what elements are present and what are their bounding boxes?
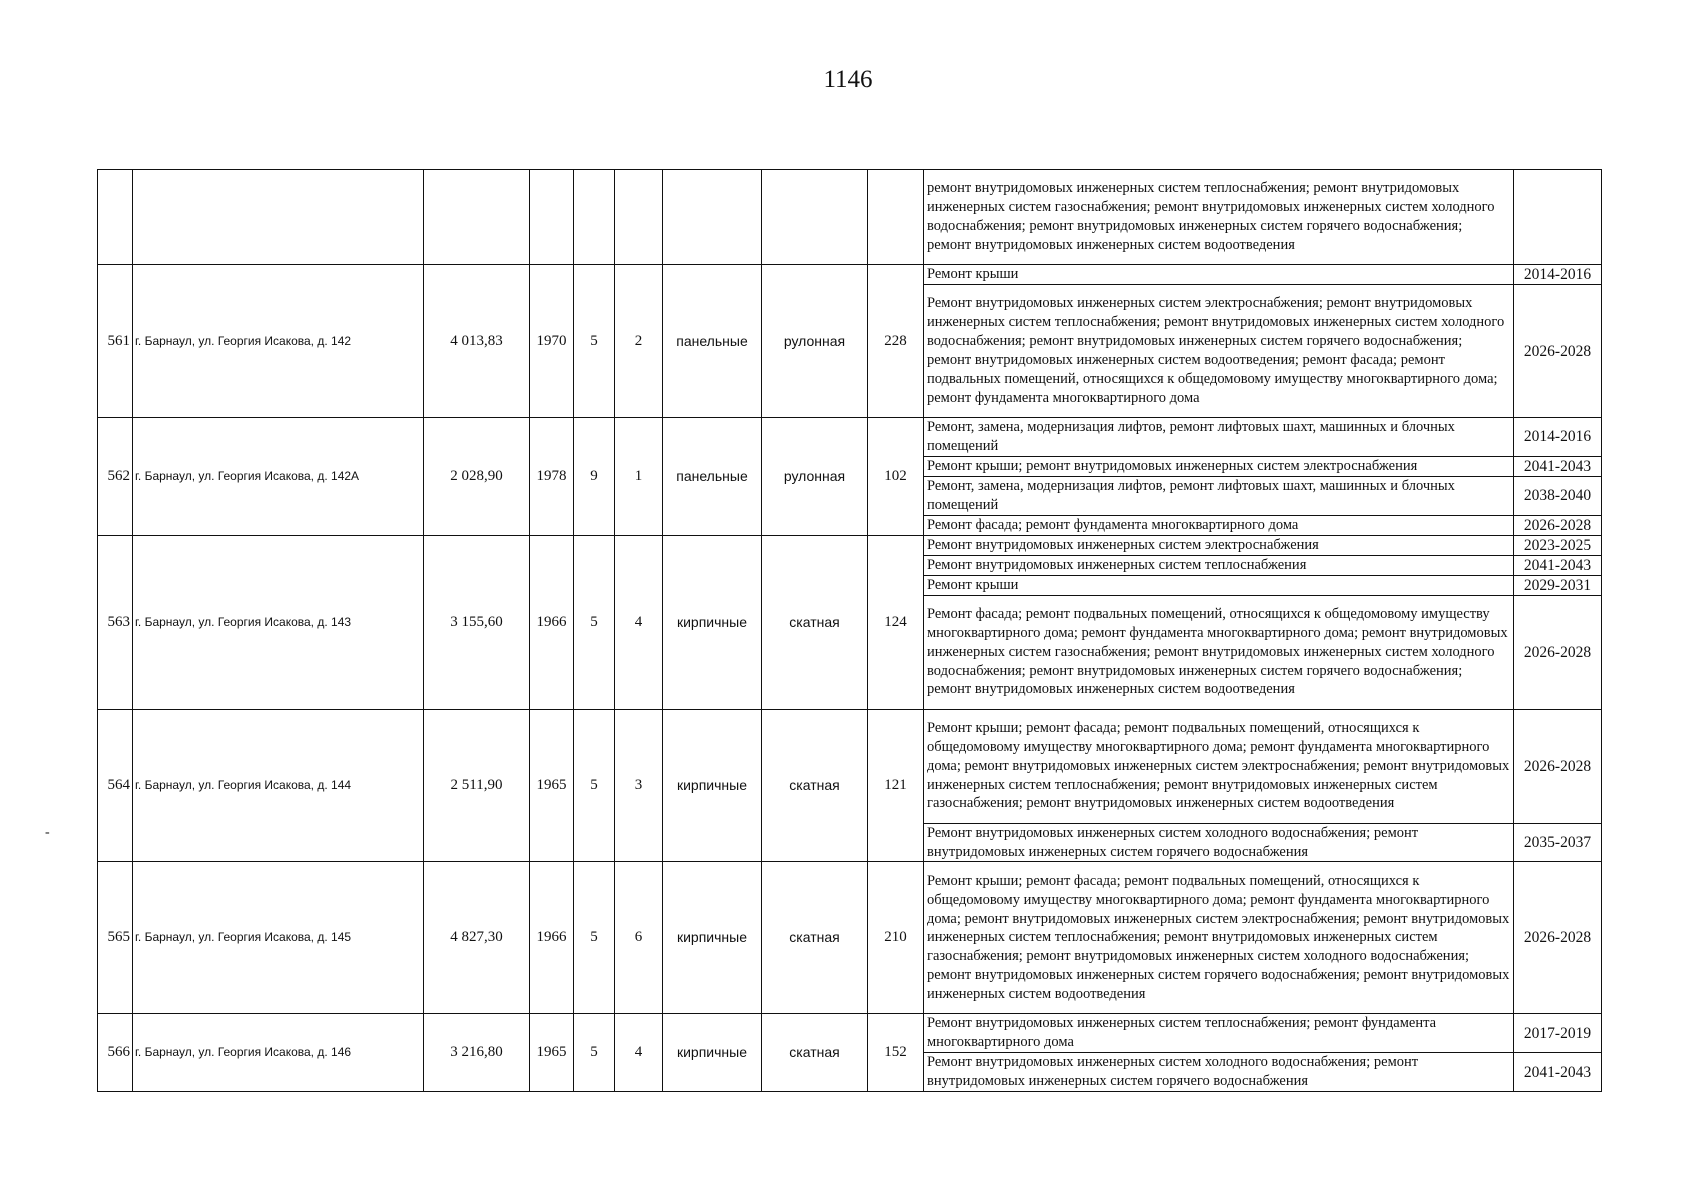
table-row xyxy=(98,265,1602,285)
flats-cell: 228 xyxy=(868,265,924,418)
repair-works-cell: Ремонт крыши; ремонт фасада; ремонт подвальных помещений, относящихся к общедомовому имуществу многоквартирного дома; ремонт фундамента многоквартирного дома; ремонт внутридомовых инженерных систем электроснабжения; ремонт внутридомовых инженерных систем теплоснабжения; ремонт внутридомовых инженерных систем газоснабжения; ремонт внутридомовых инженерных систем холодного водоснабжения; ремонт внутридомовых инженерных систем горячего водоснабжения; ремонт внутридомовых инженерных систем водоотведения xyxy=(924,862,1514,1014)
walls-cell: кирпичные xyxy=(663,862,762,1014)
repair-works-cell: Ремонт внутридомовых инженерных систем теплоснабжения xyxy=(924,555,1514,575)
area-cell: 4 013,83 xyxy=(424,265,530,418)
flats-cell: 152 xyxy=(868,1014,924,1092)
address-cell: г. Барнаул, ул. Георгия Исакова, д. 142А xyxy=(133,418,424,536)
repair-works-cell: Ремонт крыши; ремонт внутридомовых инженерных систем электроснабжения xyxy=(924,456,1514,476)
period-cell: 2017-2019 xyxy=(1514,1014,1602,1053)
repair-works-cell: Ремонт внутридомовых инженерных систем холодного водоснабжения; ремонт внутридомовых инженерных систем горячего водоснабжения xyxy=(924,823,1514,862)
empty-cell xyxy=(574,170,615,265)
empty-cell xyxy=(98,170,133,265)
floors-cell: 9 xyxy=(574,418,615,536)
entrances-cell: 4 xyxy=(615,535,663,709)
repair-works-cell: Ремонт внутридомовых инженерных систем электроснабжения; ремонт внутридомовых инженерных систем теплоснабжения; ремонт внутридомовых инженерных систем холодного водоснабжения; ремонт внутридомовых инженерных систем горячего водоснабжения; ремонт внутридомовых инженерных систем водоотведения; ремонт фасада; ремонт подвальных помещений, относящихся к общедомовому имуществу многоквартирного дома; ремонт фундамента многоквартирного дома xyxy=(924,285,1514,418)
period-cell: 2041-2043 xyxy=(1514,1053,1602,1092)
repair-works-cell: Ремонт фасада; ремонт подвальных помещений, относящихся к общедомовому имуществу многоквартирного дома; ремонт фундамента многоквартирного дома; ремонт внутридомовых инженерных систем газоснабжения; ремонт внутридомовых инженерных систем холодного водоснабжения; ремонт внутридомовых инженерных систем горячего водоснабжения; ремонт внутридомовых инженерных систем водоотведения xyxy=(924,595,1514,709)
repair-works-cell: ремонт внутридомовых инженерных систем теплоснабжения; ремонт внутридомовых инженерных систем газоснабжения; ремонт внутридомовых инженерных систем холодного водоснабжения; ремонт внутридомовых инженерных систем горячего водоснабжения; ремонт внутридомовых инженерных систем водоотведения xyxy=(924,170,1514,265)
period-cell: 2026-2028 xyxy=(1514,285,1602,418)
period-cell: 2023-2025 xyxy=(1514,535,1602,555)
row-number: 565 xyxy=(98,862,133,1014)
year-cell: 1966 xyxy=(530,862,574,1014)
address-cell: г. Барнаул, ул. Георгия Исакова, д. 142 xyxy=(133,265,424,418)
roof-cell: рулонная xyxy=(762,418,868,536)
repair-works-cell: Ремонт внутридомовых инженерных систем теплоснабжения; ремонт фундамента многоквартирного дома xyxy=(924,1014,1514,1053)
floors-cell: 5 xyxy=(574,1014,615,1092)
address-cell: г. Барнаул, ул. Георгия Исакова, д. 145 xyxy=(133,862,424,1014)
walls-cell: кирпичные xyxy=(663,535,762,709)
walls-cell: панельные xyxy=(663,265,762,418)
roof-cell: скатная xyxy=(762,1014,868,1092)
period-cell xyxy=(1514,170,1602,265)
empty-cell xyxy=(762,170,868,265)
entrances-cell: 4 xyxy=(615,1014,663,1092)
year-cell: 1966 xyxy=(530,535,574,709)
row-number: 562 xyxy=(98,418,133,536)
repair-works-cell: Ремонт, замена, модернизация лифтов, ремонт лифтовых шахт, машинных и блочных помещений xyxy=(924,476,1514,515)
roof-cell: рулонная xyxy=(762,265,868,418)
year-cell: 1965 xyxy=(530,1014,574,1092)
row-number: 564 xyxy=(98,709,133,862)
year-cell: 1978 xyxy=(530,418,574,536)
flats-cell: 102 xyxy=(868,418,924,536)
empty-cell xyxy=(530,170,574,265)
floors-cell: 5 xyxy=(574,862,615,1014)
roof-cell: скатная xyxy=(762,709,868,862)
address-cell: г. Барнаул, ул. Георгия Исакова, д. 143 xyxy=(133,535,424,709)
row-number: 563 xyxy=(98,535,133,709)
table-row xyxy=(98,1014,1602,1053)
roof-cell: скатная xyxy=(762,862,868,1014)
entrances-cell: 2 xyxy=(615,265,663,418)
entrances-cell: 3 xyxy=(615,709,663,862)
area-cell: 3 155,60 xyxy=(424,535,530,709)
area-cell: 2 511,90 xyxy=(424,709,530,862)
table-row xyxy=(98,418,1602,457)
row-number: 566 xyxy=(98,1014,133,1092)
floors-cell: 5 xyxy=(574,265,615,418)
repair-works-cell: Ремонт фасада; ремонт фундамента многоквартирного дома xyxy=(924,515,1514,535)
year-cell: 1970 xyxy=(530,265,574,418)
address-cell: г. Барнаул, ул. Георгия Исакова, д. 144 xyxy=(133,709,424,862)
table-row xyxy=(98,535,1602,555)
repair-works-cell: Ремонт крыши; ремонт фасада; ремонт подвальных помещений, относящихся к общедомовому имуществу многоквартирного дома; ремонт фундамента многоквартирного дома; ремонт внутридомовых инженерных систем электроснабжения; ремонт внутридомовых инженерных систем теплоснабжения; ремонт внутридомовых инженерных систем газоснабжения; ремонт внутридомовых инженерных систем водоотведения xyxy=(924,709,1514,823)
table-row xyxy=(98,862,1602,1014)
year-cell: 1965 xyxy=(530,709,574,862)
row-number: 561 xyxy=(98,265,133,418)
walls-cell: панельные xyxy=(663,418,762,536)
table-row-continuation xyxy=(98,170,1602,265)
period-cell: 2038-2040 xyxy=(1514,476,1602,515)
empty-cell xyxy=(663,170,762,265)
margin-mark: - xyxy=(45,825,50,840)
period-cell: 2029-2031 xyxy=(1514,575,1602,595)
period-cell: 2014-2016 xyxy=(1514,265,1602,285)
repair-works-cell: Ремонт крыши xyxy=(924,265,1514,285)
walls-cell: кирпичные xyxy=(663,1014,762,1092)
flats-cell: 121 xyxy=(868,709,924,862)
table-row xyxy=(98,709,1602,823)
period-cell: 2041-2043 xyxy=(1514,456,1602,476)
floors-cell: 5 xyxy=(574,535,615,709)
repair-works-cell: Ремонт, замена, модернизация лифтов, ремонт лифтовых шахт, машинных и блочных помещений xyxy=(924,418,1514,457)
empty-cell xyxy=(615,170,663,265)
roof-cell: скатная xyxy=(762,535,868,709)
period-cell: 2026-2028 xyxy=(1514,595,1602,709)
floors-cell: 5 xyxy=(574,709,615,862)
area-cell: 2 028,90 xyxy=(424,418,530,536)
walls-cell: кирпичные xyxy=(663,709,762,862)
period-cell: 2014-2016 xyxy=(1514,418,1602,457)
entrances-cell: 6 xyxy=(615,862,663,1014)
empty-cell xyxy=(868,170,924,265)
period-cell: 2026-2028 xyxy=(1514,862,1602,1014)
repair-works-cell: Ремонт внутридомовых инженерных систем электроснабжения xyxy=(924,535,1514,555)
area-cell: 3 216,80 xyxy=(424,1014,530,1092)
empty-cell xyxy=(133,170,424,265)
address-cell: г. Барнаул, ул. Георгия Исакова, д. 146 xyxy=(133,1014,424,1092)
flats-cell: 124 xyxy=(868,535,924,709)
flats-cell: 210 xyxy=(868,862,924,1014)
area-cell: 4 827,30 xyxy=(424,862,530,1014)
empty-cell xyxy=(424,170,530,265)
page-number: 1146 xyxy=(823,66,873,93)
period-cell: 2026-2028 xyxy=(1514,515,1602,535)
repair-schedule-table xyxy=(97,169,1602,1092)
repair-works-cell: Ремонт внутридомовых инженерных систем холодного водоснабжения; ремонт внутридомовых инженерных систем горячего водоснабжения xyxy=(924,1053,1514,1092)
entrances-cell: 1 xyxy=(615,418,663,536)
period-cell: 2035-2037 xyxy=(1514,823,1602,862)
period-cell: 2041-2043 xyxy=(1514,555,1602,575)
period-cell: 2026-2028 xyxy=(1514,709,1602,823)
repair-works-cell: Ремонт крыши xyxy=(924,575,1514,595)
